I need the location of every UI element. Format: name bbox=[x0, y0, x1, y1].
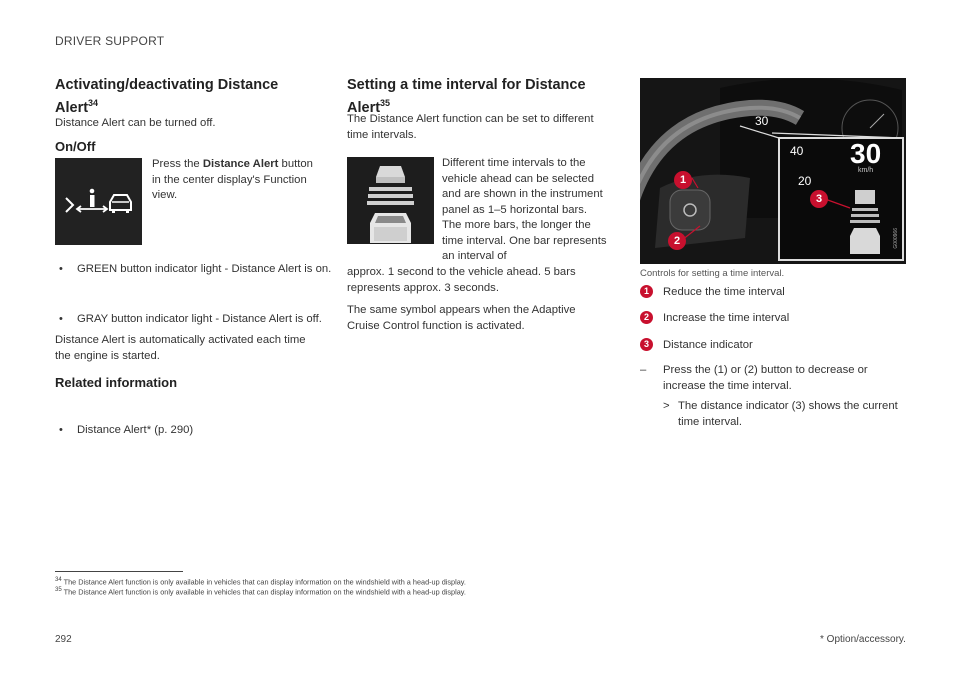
image-code: G000966 bbox=[893, 228, 899, 249]
step-text: Press the (1) or (2) button to decrease or increase the time interval. bbox=[663, 364, 868, 392]
page-number: 292 bbox=[55, 634, 72, 645]
legend-text-2: Increase the time interval bbox=[663, 312, 790, 324]
legend-text-1: Reduce the time interval bbox=[663, 286, 785, 298]
col1-title: Activating/deactivating Distance Alert$^{34}$ bbox=[55, 77, 279, 116]
footnote-text-34: The Distance Alert function is only available in vehicles that can display information on the windshield with a head-up display. bbox=[63, 577, 466, 587]
dash-speed-20: 20 bbox=[798, 174, 812, 188]
col2-intro: The Distance Alert function can be set to different time intervals. bbox=[347, 113, 594, 141]
callout-1: 1 bbox=[674, 171, 692, 189]
legend-item-3 bbox=[640, 338, 753, 354]
car-distance-bars-icon bbox=[347, 157, 434, 244]
callout-3: 3 bbox=[810, 190, 828, 208]
legend-num-2: 2 bbox=[640, 311, 653, 324]
footnote-num-35: 35 bbox=[55, 586, 62, 593]
option-accessory-note: * Option/accessory. bbox=[820, 634, 906, 645]
footnote-text-35: The Distance Alert function is only available in vehicles that can display information on the windshield with a head-up display. bbox=[63, 587, 466, 597]
distance-bars-image bbox=[347, 157, 434, 244]
col2-title: Setting a time interval for Distance Alert$^{35}$ bbox=[347, 77, 586, 116]
legend-text-3: Distance indicator bbox=[663, 339, 753, 351]
col1-intro: Distance Alert can be turned off. bbox=[55, 117, 216, 129]
step-result bbox=[663, 399, 903, 430]
legend-item-2 bbox=[640, 311, 789, 327]
figure-caption: Controls for setting a time interval. bbox=[640, 268, 785, 279]
press-instruction: Press the Distance Alert button in the center display's Function view. bbox=[152, 158, 313, 201]
legend-item-1 bbox=[640, 285, 785, 301]
acc-symbol-text: The same symbol appears when the Adaptive Cruise Control function is activated. bbox=[347, 304, 576, 332]
dash-speed-small: 30 bbox=[755, 114, 769, 128]
step-instruction bbox=[640, 363, 902, 394]
legend-num-3: 3 bbox=[640, 338, 653, 351]
section-header: DRIVER SUPPORT bbox=[55, 34, 165, 48]
result-marker: > bbox=[663, 400, 670, 412]
col2-title-block bbox=[347, 76, 612, 117]
dash-speed-40: 40 bbox=[790, 144, 804, 158]
related-link-distance-alert[interactable]: • Distance Alert* (p. 290) bbox=[55, 423, 960, 439]
footnote-ref-35[interactable]: 35 bbox=[380, 98, 391, 108]
dash-speed-large: 30 bbox=[850, 138, 882, 169]
col1-title-block bbox=[55, 76, 317, 117]
footnote-ref-34[interactable]: 34 bbox=[88, 98, 99, 108]
result-text: The distance indicator (3) shows the current time interval. bbox=[678, 400, 898, 428]
auto-activation-text: Distance Alert is automatically activated each time the engine is started. bbox=[55, 334, 306, 362]
time-interval-text-cont: approx. 1 second to the vehicle ahead. 5 bars represents approx. 3 seconds. bbox=[347, 266, 576, 294]
steering-wheel-illustration bbox=[640, 78, 906, 264]
footnote-num-34: 34 bbox=[55, 576, 62, 583]
related-heading: Related information bbox=[55, 375, 178, 390]
bullet-green: • GREEN button indicator light - Distance Alert is on. bbox=[55, 262, 343, 278]
time-interval-text: Different time intervals to the vehicle ahead can be selected and are shown in the instrument panel as 1–5 horizontal bars. The more bars, the longer the time interval. One bar represents an interval of bbox=[442, 157, 607, 262]
legend-num-1: 1 bbox=[640, 285, 653, 298]
step-marker: – bbox=[640, 364, 647, 376]
bullet-gray: • GRAY button indicator light - Distance Alert is off. bbox=[55, 312, 343, 328]
distance-alert-button-image bbox=[55, 158, 142, 245]
distance-alert-button-name: Distance Alert bbox=[202, 158, 279, 170]
onoff-heading: On/Off bbox=[55, 139, 96, 154]
dash-unit: km/h bbox=[858, 167, 874, 174]
callout-2: 2 bbox=[668, 232, 686, 250]
footnote-rule bbox=[55, 571, 183, 572]
footnote-35 bbox=[55, 585, 466, 596]
distance-alert-icon bbox=[55, 158, 142, 245]
